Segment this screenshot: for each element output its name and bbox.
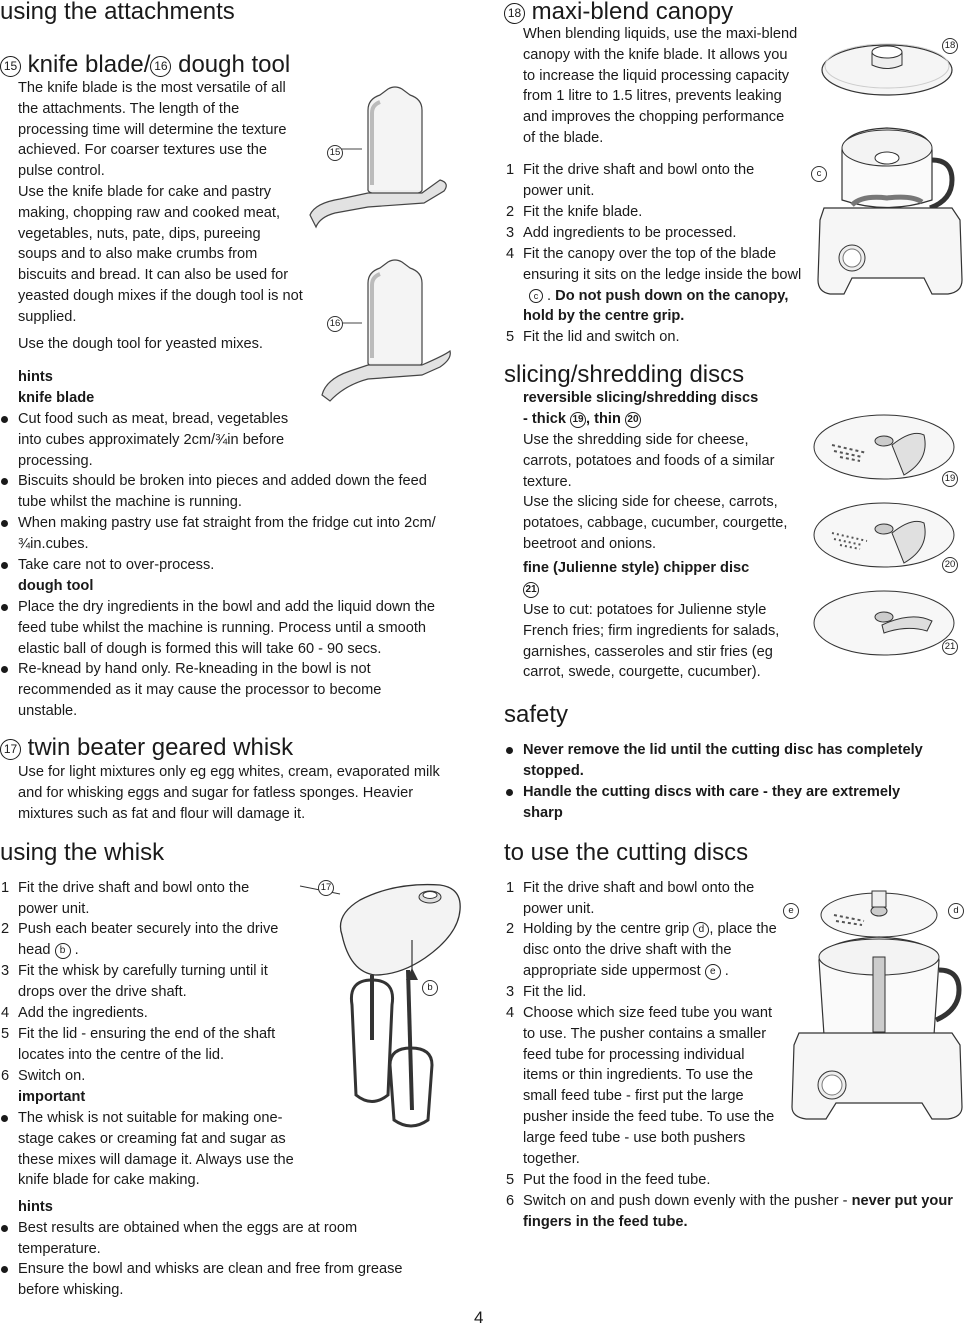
ref-b: b — [55, 943, 71, 959]
step-number: 2 — [506, 921, 515, 937]
bullet — [1, 478, 8, 485]
whisk-step-2: Push each beater securely into the drive head b . — [18, 921, 279, 958]
step-number: 2 — [1, 921, 10, 937]
dough-heading-text: dough tool — [178, 51, 291, 78]
ref-e: e — [705, 964, 721, 980]
whisk-step-1: Fit the drive shaft and bowl onto the power unit. — [18, 880, 250, 917]
step-number: 3 — [506, 225, 515, 241]
knife-para2: Use the knife blade for cake and pastry making, chopping raw and cooked meat, vegetables, nuts, pate, dips, pureeing soups and to also make crumbs from biscuits and bread. It can also be used for yeasted dough mixes if the dough tool is not supplied. — [18, 184, 303, 325]
step-number: 2 — [506, 204, 515, 220]
fig-label-17: 17 — [318, 880, 334, 896]
knife-hint-4: Take care not to over-process. — [18, 557, 215, 573]
step-number: 1 — [506, 162, 515, 178]
cutting-step-6-text: Switch on and push down evenly with the pusher - — [523, 1193, 848, 1209]
step-number: 1 — [506, 880, 515, 896]
whisk-heading — [0, 736, 293, 760]
knife-para1: The knife blade is the most versatile of all the attachments. The length of the processing time will determine the texture achieved. For coarser textures use the pulse control. — [18, 80, 287, 180]
using-whisk-heading: using the whisk — [0, 839, 165, 866]
fig-label-d: d — [948, 903, 964, 919]
whisk-hint-1: Best results are obtained when the eggs are at room temperature. — [18, 1220, 358, 1257]
important-text-body: The whisk is not suitable for making one-stage cakes or creaming fat and sugar as these mixes will damage it. Always use the knife blade for cake making. — [18, 1110, 294, 1189]
whisk-number-badge: 17 — [0, 739, 21, 760]
knife-hint-3: When making pastry use fat straight from the fridge cut into 2cm/¾in.cubes. — [18, 515, 436, 552]
bullet — [1, 416, 8, 423]
step-number: 5 — [1, 1026, 10, 1042]
cutting-step-5: Put the food in the feed tube. — [523, 1172, 711, 1188]
whisk-step-5: Fit the lid - ensuring the end of the shaft locates into the centre of the lid. — [18, 1026, 276, 1063]
canopy-step-3: Add ingredients to be processed. — [523, 225, 737, 241]
step-number: 5 — [506, 1172, 515, 1188]
ref-d: d — [693, 922, 709, 938]
bullet — [1, 520, 8, 527]
whisk-step-3: Fit the whisk by carefully turning until it drops over the drive shaft. — [18, 963, 268, 1000]
whisk-para: Use for light mixtures only eg egg whites, cream, evaporated milk and for whisking eggs and sugar for fatless sponges. Heavier mixtures such as fat and flour will damage it. — [18, 764, 440, 822]
canopy-heading — [504, 0, 733, 24]
fig-label-16: 16 — [327, 316, 343, 332]
knife-number-badge: 15 — [0, 56, 21, 77]
discs-heading: slicing/shredding discs — [504, 361, 745, 388]
cutting-step-1: Fit the drive shaft and bowl onto the power unit. — [523, 880, 755, 917]
canopy-step-2: Fit the knife blade. — [523, 204, 643, 220]
canopy-number-badge: 18 — [504, 3, 525, 24]
fig-label-e: e — [783, 903, 799, 919]
cutting-heading: to use the cutting discs — [504, 839, 749, 866]
page-number: 4 — [474, 1308, 484, 1327]
step-number: 4 — [1, 1005, 10, 1021]
fig-label-18: 18 — [942, 38, 958, 54]
disc-19-badge: 19 — [570, 412, 586, 428]
cutting-step-4: Choose which size feed tube you want to use. The pusher contains a smaller feed tube for processing individual items or thin ingredients. To use the small feed tube - first put the large pusher inside the feed tube. To use the large feed tube - use both pushers together. — [523, 1005, 775, 1167]
step-number: 3 — [1, 963, 10, 979]
canopy-step-1: Fit the drive shaft and bowl onto the power unit. — [523, 162, 755, 199]
whisk-step-6: Switch on. — [18, 1068, 86, 1084]
important-label: important — [18, 1089, 86, 1105]
thin-label: , thin — [586, 411, 621, 427]
step-number: 6 — [506, 1193, 515, 1209]
cutting-step-6-warning: never put your fingers in the feed tube. — [523, 1193, 953, 1230]
safety-item-1: Never remove the lid until the cutting disc has completely stopped. — [523, 742, 923, 779]
cutting-step-2-b: , place the disc onto the drive shaft with the appropriate side uppermost — [523, 921, 777, 979]
dough-hint-1: Place the dry ingredients in the bowl and add the liquid down the feed tube whilst the machine is running. Process until a smooth elastic ball of dough is formed this will take 60 - 90 secs. — [18, 599, 436, 657]
step-number: 6 — [1, 1068, 10, 1084]
whisk-hint-2: Ensure the bowl and whisks are clean and free from grease before whisking. — [18, 1261, 403, 1298]
hints-label: hints — [18, 369, 53, 385]
knife-hint-1: Cut food such as meat, bread, vegetables into cubes approximately 2cm/¾in before processing. — [18, 411, 289, 469]
step-number: 3 — [506, 984, 515, 1000]
canopy-step-4-text: Fit the canopy over the top of the blade ensuring it sits on the ledge inside the bowl — [523, 246, 802, 283]
whisk-step-4: Add the ingredients. — [18, 1005, 148, 1021]
ref-c: c — [529, 289, 543, 303]
fig-label-c: c — [811, 166, 827, 182]
fig-label-15: 15 — [327, 145, 343, 161]
dough-hint-2: Re-knead by hand only. Re-kneading in the bowl is not recommended as it may cause the processor to become unstable. — [18, 661, 382, 719]
dough-tool-illustration — [300, 255, 460, 405]
bullet — [506, 789, 513, 796]
bullet — [1, 562, 8, 569]
disc-20-badge: 20 — [625, 412, 641, 428]
shred-text: Use the shredding side for cheese, carrots, potatoes and foods of a similar texture. — [523, 432, 775, 490]
bullet — [1, 1266, 8, 1273]
knife-hint-2: Biscuits should be broken into pieces and added down the feed tube whilst the machine is running. — [18, 473, 427, 510]
step-number: 5 — [506, 329, 515, 345]
thick-thin-label — [523, 409, 641, 430]
step-number: 4 — [506, 246, 515, 262]
fig-label-21: 21 — [942, 639, 958, 655]
slice-text: Use the slicing side for cheese, carrots, potatoes, cabbage, cucumber, courgette, beetroot and onions. — [523, 494, 788, 552]
whisk-illustration — [300, 880, 465, 1135]
step-number: 4 — [506, 1005, 515, 1021]
fig-label-b: b — [422, 980, 438, 996]
knife-heading-text: knife blade/ — [27, 51, 151, 78]
bullet — [1, 604, 8, 611]
reversible-discs-label: reversible slicing/shredding discs — [523, 390, 759, 406]
cutting-step-3: Fit the lid. — [523, 984, 587, 1000]
dough-number-badge: 16 — [150, 56, 171, 77]
fig-label-20: 20 — [942, 557, 958, 573]
whisk-hints-label: hints — [18, 1199, 53, 1215]
cutting-step-2: Holding by the centre grip d , place the disc onto the drive shaft with the appropriate side uppermost e . — [523, 921, 777, 979]
chipper-text: Use to cut: potatoes for Julienne style French fries; firm ingredients for salads, garnishes, casseroles and stir fries (eg carrot, swede, courgette, cucumber). — [523, 602, 780, 681]
knife-dough-heading — [0, 53, 290, 77]
knife-para3: Use the dough tool for yeasted mixes. — [18, 336, 263, 352]
cutting-step-6 — [523, 1191, 958, 1233]
knife-blade-label: knife blade — [18, 390, 95, 406]
dough-tool-label: dough tool — [18, 578, 94, 594]
chipper-label — [523, 558, 803, 600]
thick-label: - thick — [523, 411, 566, 427]
fig-label-19: 19 — [942, 471, 958, 487]
step-number: 1 — [1, 880, 10, 896]
cutting-step-2-a: Holding by the centre grip — [523, 921, 690, 937]
knife-blade-illustration — [300, 85, 460, 265]
canopy-para: When blending liquids, use the maxi-blend canopy with the knife blade. It allows you to increase the liquid processing capacity from 1 litre to 1.5 litres, prevents leaking and improves the chopping performance of the blade. — [523, 26, 798, 146]
disc-21-badge: 21 — [523, 582, 539, 598]
bullet — [1, 1225, 8, 1232]
whisk-heading-text: twin beater geared whisk — [27, 734, 294, 761]
chipper-label-text: fine (Julienne style) chipper disc — [523, 560, 750, 576]
canopy-heading-text: maxi-blend canopy — [531, 0, 734, 25]
bullet — [1, 1115, 8, 1122]
cutting-processor-illustration — [784, 885, 962, 1120]
safety-heading: safety — [504, 701, 569, 728]
canopy-step-4: Fit the canopy over the top of the blade ensuring it sits on the ledge inside the bowl c . Do not push down on the canopy, hold by the centre grip. — [523, 246, 802, 325]
discs-illustration — [812, 405, 962, 665]
canopy-step-5: Fit the lid and switch on. — [523, 329, 680, 345]
whisk-step-2-text: Push each beater securely into the drive head — [18, 921, 279, 958]
safety-item-2: Handle the cutting discs with care - they are extremely sharp — [523, 784, 901, 821]
canopy-step-4-warning: Do not push down on the canopy, hold by the centre grip. — [523, 287, 789, 325]
bullet — [506, 747, 513, 754]
bullet — [1, 666, 8, 673]
section-heading-attachments: using the attachments — [0, 0, 235, 25]
